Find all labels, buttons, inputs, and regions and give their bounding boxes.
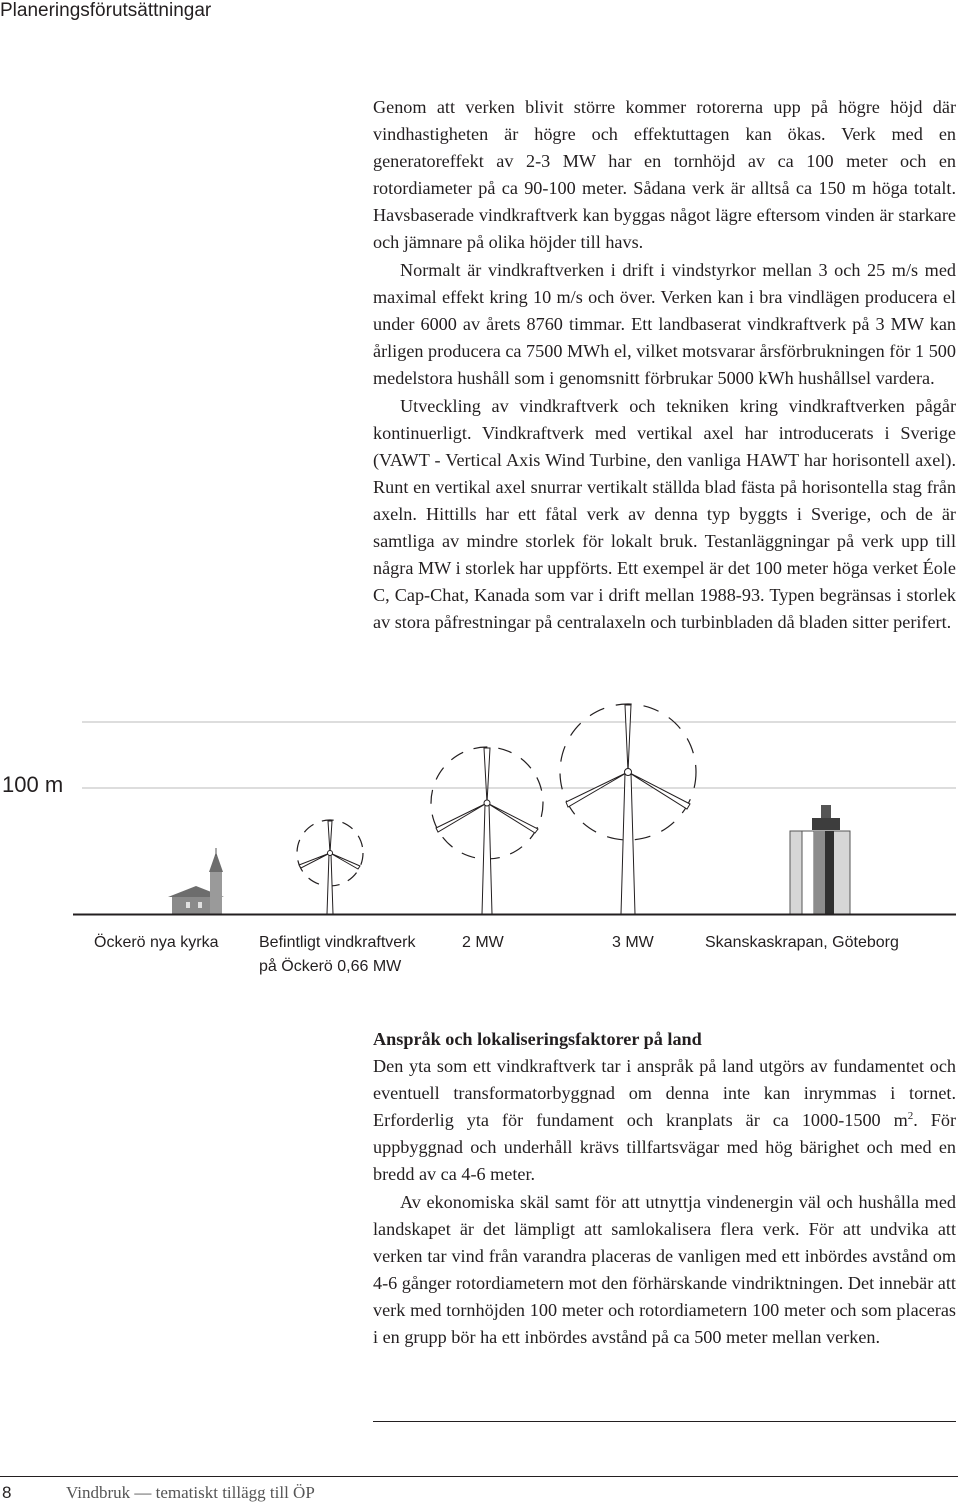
land-use-paragraph-1 [373,1053,956,1188]
height-comparison-illustration [0,700,960,925]
superscript-2: 2 [907,1109,914,1122]
land-use-paragraph-1-text-b: . För uppbyggnad och underhåll krävs tillfartsvägar med hög bärighet och med en bredd av ca 4-6 meter. [373,1110,956,1184]
label-church: Öckerö nya kyrka [94,934,219,951]
page-header-title: Planeringsförutsättningar [0,0,212,21]
label-3mw: 3 MW [612,934,654,951]
intro-text-column [373,94,956,636]
intro-paragraph-3: Utveckling av vindkraftverk och tekniken kring vindkraftverken pågår kontinuerligt. Vindkraftverk med vertikal axel har introducerats i Sverige (VAWT - Vertical Axis Wind Turbine, den vanliga HAWT har horisontell axel). Runt en vertikal axel snurrar vertikalt ställda blad fästa på horisontella stag från axeln. Hittills har ett fåtal verk av denna typ byggts i Sverige, och de är samtliga av mindre storlek för lokalt bruk. Testanläggningar på verk upp till några MW i storlek har uppförts. Ett exempel är det 100 meter höga verket Éole C, Cap-Chat, Kanada som var i drift mellan 1988-93. Typen begränsas i storlek av stora påfrestningar på centralaxeln och turbinbladen då bladen sitter perifert. [373,396,956,632]
footer-rule [0,1476,958,1477]
skyscraper-icon [790,805,850,914]
footer-page-number: 8 [2,1483,12,1502]
label-existing-turbine-line1: Befintligt vindkraftverk [259,934,416,951]
turbine-3mw-icon [560,704,696,914]
label-existing-turbine-line2: på Öckerö 0,66 MW [259,958,402,975]
land-use-text-column [373,1026,956,1351]
turbine-066mw-icon [297,820,363,914]
scale-100m-label: 100 m [2,772,64,797]
turbine-2mw-icon [431,747,543,914]
section-end-rule [373,1421,956,1422]
church-icon [168,848,224,914]
label-2mw: 2 MW [462,934,504,951]
section-heading: Anspråk och lokaliseringsfaktorer på land [373,1029,702,1049]
land-use-paragraph-1-text-a: Den yta som ett vindkraftverk tar i anspråk på land utgörs av fundamentet och eventuell transformatorbyggnad om denna inte kan inrymmas i tornet. Erforderlig yta för fundament och kranplats är ca 1000-1500 m [373,1056,956,1130]
label-skyscraper: Skanskaskrapan, Göteborg [705,934,899,951]
land-use-paragraph-2: Av ekonomiska skäl samt för att utnyttja vindenergin väl och hushålla med landskapet är det lämpligt att samlokalisera flera verk. För att undvika att verken tar vind från varandra placeras de vanligen med ett inbördes avstånd om 4-6 gånger rotordiametern mot den förhärskande vindriktningen. Det innebär att verk med tornhöjden 100 meter och rotordiametern 100 meter och som placeras i en grupp bör ha ett inbördes avstånd på ca 500 meter mellan verken. [373,1192,956,1347]
intro-paragraph-2: Normalt är vindkraftverken i drift i vindstyrkor mellan 3 och 25 m/s med maximal effekt kring 10 m/s och över. Verken kan i bra vindlägen producera el under 6000 av årets 8760 timmar. Ett landbaserat vindkraftverk på 3 MW kan årligen producera ca 7500 MWh el, vilket motsvarar årsförbrukningen för 1 500 medelstora hushåll som i genomsnitt förbrukar 5000 kWh hushållsel vardera. [373,260,956,388]
intro-paragraph-1: Genom att verken blivit större kommer rotorerna upp på högre höjd där vindhastigheten är högre och effektuttagen kan ökas. Verk med en generatoreffekt av 2-3 MW har en tornhöjd av ca 100 meter och en rotordiameter på ca 90-100 meter. Sådana verk är alltså ca 150 m höga totalt. Havsbaserade vindkraftverk kan byggas något lägre eftersom vinden är starkare och jämnare på olika höjder till havs. [373,97,956,252]
footer-document-title: Vindbruk — tematiskt tillägg till ÖP [66,1483,315,1502]
